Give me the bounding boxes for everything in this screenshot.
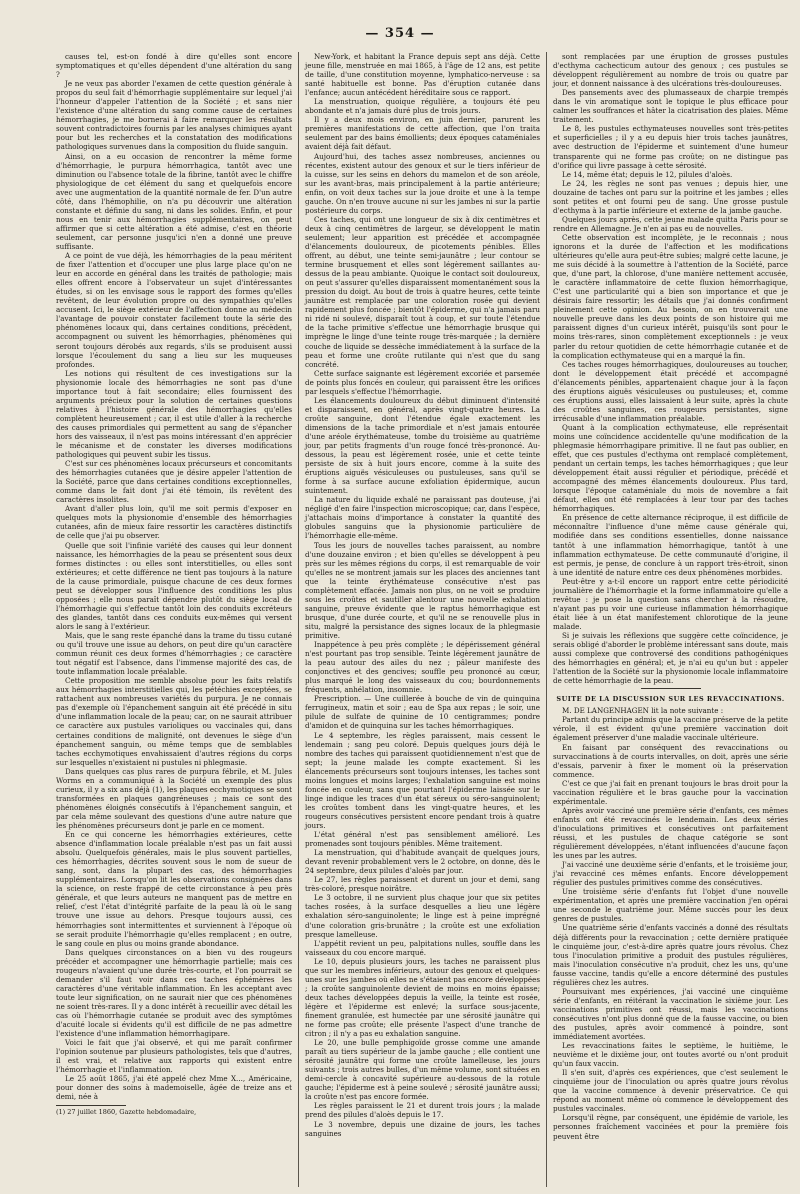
paragraph: Il s'en suit, d'après ces expériences, que c'est seulement le cinquième jour de l'inoculation ou après quatre jours révolus que la vaccine commence à devenir préservatrice. Ce qui répond au moment même où commence le développement des pustules vaccinales. <box>553 1068 788 1114</box>
paragraph: Partant du principe admis que la vaccine préserve de la petite vérole, il est évident qu'une première vaccination doit également préserver d'une maladie vaccinale ultérieure. <box>553 715 788 743</box>
paragraph: Le 3 octobre, il ne survient plus chaque jour que six petites taches rosées, à la surface desquelles a lieu une légère exhalation séro-sanguinolente; le linge est à peine imprégné d'une coloration gris-brunâtre ; la croûte est une exfoliation presque lamelleuse. <box>305 893 540 939</box>
paragraph: Le 24, les règles ne sont pas venues ; depuis hier, une douzaine de taches ont paru sur la poitrine et les jambes ; elles sont petites et ont fourni peu de sang. Une grosse pustule d'ecthyma à la partie inférieure et externe de la jambe gauche. <box>553 178 788 215</box>
column-right <box>546 52 794 1187</box>
paragraph: Peut-être y a-t-il encore un rapport entre cette périodicité journalière de l'hémorrhagie et la forme inflammatoire qu'elle a revêtue : je pose la question sans chercher à la résoudre, n'ayant pas pu voir une curieuse inflammation hémorrhagique était liée à un état manifestement chlorotique de la jeune malade. <box>553 576 788 631</box>
section-title: SUITE DE LA DISCUSSION SUR LES REVACCINATIONS. <box>556 695 785 704</box>
paragraph: L'appétit revient un peu, palpitations nulles, souffle dans les vaisseaux du cou encore marqué. <box>305 938 540 957</box>
paragraph: Mais, que le sang reste épanché dans la trame du tissu cutané ou qu'il trouve une issue au dehors, on peut dire qu'un caractère commun réunit ces deux formes d'hémorrhagies ; ce caractère tout négatif est l'absence, dans l'immense majorité des cas, de toute inflammation locale préalable. <box>56 631 292 677</box>
paragraph: Quelques jours après, cette jeune malade quitta Paris pour se rendre en Allemagne. Je n'en ai pas eu de nouvelles. <box>553 214 788 233</box>
paragraph: Je ne veux pas aborder l'examen de cette question générale à propos du seul fait d'hémorrhagie supplémentaire sur lequel j'ai l'honneur d'appeler l'attention de la Société ; et sans nier l'existence d'une altération du sang comme cause de certaines hémorrhagies, je me bornerai à faire remarquer les résultats souvent contradictoires fournis par les analyses chimiques ayant pour but les recherches et la constatation des modifications pathologiques survenues dans la composition du fluide sanguin. <box>56 79 292 152</box>
paragraph: Dans quelques cas plus rares de purpura fébrile, et M. Jules Worms en a communiqué à la Société un exemple des plus curieux, il y a six ans déjà (1), les plaques ecchymotiques se sont transformées en plaques gangréneuses ; mais ce sont des phénomènes éloignés consécutifs à l'épanchement sanguin, et par cela même soulevant des questions d'une autre nature que les phénomènes précurseurs dont je parle en ce moment. <box>56 766 292 830</box>
paragraph: Quelle que soit l'infinie variété des causes qui leur donnent naissance, les hémorrhagies de la peau se présentent sous deux formes distinctes : ou elles sont interstitielles, ou elles sont extérieures; et cette différence ne tient pas toujours à la nature de la cause primordiale, puisque chacune de ces deux formes peut se développer sous l'influence des conditions les plus opposées ; elle nous paraît dépendre plutôt du siège local de l'hémorrhagie qui s'effectue tantôt loin des conduits excréteurs des glandes, tantôt dans ces conduits eux-mêmes qui versent alors le sang à l'extérieur. <box>56 540 292 631</box>
paragraph: Les règles paraissent le 21 et durent trois jours ; la malade prend des pilules d'aloès depuis le 17. <box>305 1101 540 1120</box>
paragraph: Il y a deux mois environ, en juin dernier, parurent les premières manifestations de cette affection, que l'on traita seulement par des bains émollients; deux époques cataméniales avaient déjà fait défaut. <box>305 115 540 152</box>
section-divider <box>641 688 701 689</box>
paragraph: Après avoir vacciné une première série d'enfants, ces mêmes enfants ont été revaccinés le lendemain. Les deux séries d'inoculations primitives et consécutives ont parfaitement réussi, et les pustules de chaque catégorie se sont régulièrement développées, n'étant influencées d'aucune façon les unes par les autres. <box>553 805 788 861</box>
paragraph: Les élancements douloureux du début diminuent d'intensité et disparaissent, en général, après vingt-quatre heures. La croûte sanguine, dont l'étendue égale exactement les dimensions de la tache primordiale et n'est jamais entourée d'une aréole érythémateuse, tombe du troisième au quatrième jour, par petits fragments d'un rouge foncé très-prononcé. Au-dessous, la peau est légèrement rosée, unie et cette teinte persiste de six à huit jours encore, comme à la suite des éruptions aiguës vésiculeuses ou pustuleuses, sans qu'il se forme à sa surface aucune exfoliation épidermique, aucun suintement. <box>305 395 540 496</box>
paragraph: Cette proposition me semble absolue pour les faits relatifs aux hémorrhagies interstitielles qui, les pétéchies exceptées, se rattachent aux nombreuses variétés du purpura. Je ne connais pas d'exemple où l'épanchement sanguin ait été précédé in situ d'une inflammation locale de la peau; car, on ne saurait attribuer ce caractère aux pustules varioliques ou vaccinales qui, dans certaines conditions de malignité, ont devenues le siège d'un épanchement sanguin, ou même temps que de semblables taches ecchymotiques envahissaient d'autres régions du corps sur lesquelles n'existaient ni pustules ni phlegmasie. <box>56 676 292 767</box>
paragraph: Des pansements avec des plumasseaux de charpie trempés dans le vin aromatique sont le topique le plus efficace pour calmer les souffrances et hâter la cicatrisation des plaies. Même traitement. <box>553 88 788 125</box>
paragraph: sont remplacées par une éruption de grosses pustules d'ecthyma cachecticum autour des genoux ; ces pustules se développent régulièrement au nombre de trois ou quatre par jour, et donnent naissance à des ulcérations très-douloureuses. <box>553 52 788 89</box>
paragraph: L'état général n'est pas sensiblement amélioré. Les promenades sont toujours pénibles. Même traitement. <box>305 830 540 849</box>
paragraph: En présence de cette alternance réciproque, il est difficile de méconnaître l'influence d'une même cause générale qui, modifiée dans ses conditions essentielles, donne naissance tantôt à une inflammation hémorrhagique, tantôt à une inflammation ecthymateuse. De cette communauté d'origine, il est permis, je pense, de conclure à un rapport très-étroit, sinon à une identité de nature entre ces deux phénomènes morbides. <box>553 513 788 577</box>
paragraph: Ainsi, on a eu occasion de rencontrer la même forme d'hémorrhagie, le purpura hémorrhagica, tantôt avec une diminution ou l'absence totale de la fibrine, tantôt avec le chiffre physiologique de cet élément du sang et quelquefois encore avec une augmentation de la quantité normale de fer. D'un autre côté, dans l'hémophilie, on n'a pu découvrir une altération constante et définie du sang, ni dans les solides. Enfin, et pour nous en tenir aux hémorrhagies supplémentaires, on peut affirmer que si cette altération a été admise, c'est en théorie seulement, car personne jusqu'ici n'en a donné une preuve suffisante. <box>56 151 292 251</box>
paragraph: Ces taches, qui ont une longueur de six à dix centimètres et deux à cinq centimètres de largeur, se développent le matin seulement; leur apparition est précédée et accompagnée d'élancements douloureux, de picotements pénibles. Elles offrent, au début, une teinte semi-jaunâtre ; leur contour se termine brusquement et elles sont légèrement saillantes au-dessus de la peau ambiante. Quoique le contact soit douloureux, on peut s'assurer qu'elles disparaissent momentanément sous la pression du doigt. Au bout de trois à quatre heures, cette teinte jaunâtre est remplacée par une coloration rosée qui devient rapidement plus foncée ; bientôt l'épiderme, qui n'a jamais paru ni ridé ni soulevé, disparaît tout à coup, et sur toute l'étendue de la tache primitive s'effectue une hémorrhagie brusque qui imprègne le linge d'une teinte rouge très-marquée ; la dernière couche de liquide se dessèche immédiatement à la surface de la peau et forme une croûte rutilante qui n'est que du sang concrété. <box>305 214 540 369</box>
paragraph: La menstruation, qui d'habitude avançait de quelques jours, devant revenir probablement vers le 2 octobre, on donne, dès le 24 septembre, deux pilules d'aloès par jour. <box>305 848 540 876</box>
paragraph: Lorsqu'il règne, par conséquent, une épidémie de variole, les personnes fraîchement vaccinées et pour la première fois peuvent être <box>553 1113 788 1141</box>
text-columns <box>50 52 794 1187</box>
paragraph: Poursuivant mes expériences, j'ai vacciné une cinquième série d'enfants, en réitérant la vaccination le sixième jour. Les vaccinations primitives ont réussi, mais les vaccinations consécutives n'ont plus donné que de la fausse vaccine, ou bien des pustules, après avoir commencé à poindre, sont immédiatement avortées. <box>553 986 788 1042</box>
paragraph: Le 10, depuis plusieurs jours, les taches ne paraissent plus que sur les membres inférieurs, autour des genoux et quelques-unes sur les jambes où elles ne s'étaient pas encore développées ; la croûte sanguinolente devient de moins en moins épaisse; deux taches développées depuis la veille, la teinte est rosée, légère et l'épiderme est enlevé; la surface sous-jacente, finement granulée, est humectée par une sérosité jaunâtre qui ne forme pas croûte; elle présente l'aspect d'une tranche de citron ; il n'y a pas eu exhalation sanguine. <box>305 956 540 1039</box>
paragraph: Cette observation est incomplète, je le reconnais ; nous ignorons et la durée de l'affection et les modifications ultérieures qu'elle aura peut-être subies; malgré cette lacune, je me suis décidé à la soumettre à l'attention de la Société, parce que, d'une part, la chlorose, d'une manière nettement accusée, le caractère inflammatoire de cette fluxion hémorrhagique, C'est une particularité qui a bien son importance et que je désirais faire ressortir; les détails que j'ai donnés confirment pleinement cette opinion. Au besoin, on en trouverait une nouvelle preuve dans les deux points de son histoire qui me paraissent dignes d'un curieux intérêt, puisqu'ils sont pour le moins très-rares, sinon complètement exceptionnels : je veux parler du retour quotidien de cette hémorrhagie cutanée et de la complication ecthymateuse qui en a marqué la fin. <box>553 232 788 360</box>
paragraph: Si je suivais les réflexions que suggère cette coïncidence, je serais obligé d'aborder le problème intéressant sans doute, mais aussi complexe que controversé des conditions pathogéniques des hémorrhagies en général; et, je n'ai eu qu'un but : appeler l'attention de la Société sur la physionomie locale inflammatoire de cette hémorrhagie de la peau. <box>553 631 788 686</box>
paragraph: Voici le fait que j'ai observé, et qui me paraît confirmer l'opinion soutenue par plusieurs pathologistes, tels que d'autres, il est vrai, et relative aux rapports qui existent entre l'hémorrhagie et l'inflammation. <box>56 1038 292 1075</box>
paragraph: Inappétence à peu près complète ; le dépérissement général n'est pourtant pas trop sensible. Teinte légèrement jaunâtre de la peau autour des ailes du nez ; pâleur manifeste des conjonctives et des gencives; souffle peu prononcé au cœur, plus marqué le long des vaisseaux du cou; bourdonnements fréquents, anhélation, insomnie. <box>305 640 540 695</box>
column-middle <box>298 52 546 1187</box>
paragraph: Tous les jours de nouvelles taches paraissent, au nombre d'une douzaine environ ; et bien qu'elles se développent à peu près sur les mêmes régions du corps, il est remarquable de voir qu'elles ne se montrent jamais sur les places des anciennes tant que la teinte érythémateuse consécutive n'est pas complètement effacée. Jamais non plus, on ne voit se produire sous les croûtes et sautiller alentour une nouvelle exhalation sanguine, preuve évidente que le raptus hémorrhagique est brusque, d'une durée courte, et qu'il ne se renouvelle plus in situ, malgré la persistance des signes locaux de la phlegmasie primitive. <box>305 540 540 640</box>
paragraph: Dans quelques circonstances on a bien vu des rougeurs précéder et accompagner une hémorrhagie partielle; mais ces rougeurs n'avaient qu'une durée très-courte, et l'on pourrait se demander s'il faut voir dans ces taches éphémères les caractères d'une véritable inflammation. En les acceptant avec toute leur signification, on ne saurait nier que ces phénomènes ne soient très-rares. Il y a donc intérêt à recueillir avec détail les cas où l'hémorrhagie cutanée se produit avec des symptômes d'acuité locale si évidents qu'il est difficile de ne pas admettre l'existence d'une inflammation hémorrhagipare. <box>56 947 292 1039</box>
paragraph: Quant à la complication ecthymateuse, elle représentait moins une coïncidence accidentelle qu'une modification de la phlegmasie hémorrhagipare primitive. Il ne faut pas oublier, en effet, que ces pustules d'ecthyma ont remplacé complètement, pendant un certain temps, les taches hémorrhagiques ; que leur développement était aussi régulier et périodique, précédé et accompagné des mêmes élancements douloureux. Plus tard, lorsque l'époque cataméniale du mois de novembre a fait défaut, elles ont été remplacées à leur tour par des taches hémorrhagiques. <box>553 422 788 514</box>
paragraph: (1) 27 juillet 1860, Gazette hebdomadaire, <box>56 1108 197 1117</box>
column-left <box>50 52 298 1187</box>
page-number: — 354 — <box>365 26 435 41</box>
paragraph: causes tel, est-on fondé à dire qu'elles sont encore symptomatiques et qu'elles dépendent d'une altération du sang ? <box>56 52 292 80</box>
paragraph: Le 14, même état; depuis le 12, pilules d'aloès. <box>562 169 733 179</box>
paragraph: Les revaccinations faites le septième, le huitième, le neuvième et le dixième jour, ont toutes avorté ou n'ont produit qu'un faux vaccin. <box>553 1041 788 1069</box>
paragraph: Une troisième série d'enfants fut l'objet d'une nouvelle expérimentation, et après une première vaccination j'en opérai une seconde le quatrième jour. Même succès pour les deux genres de pustules. <box>553 887 788 924</box>
paragraph: En faisant par conséquent des revaccinations ou survaccinations à de courts intervalles, on doit, après une série d'essais, parvenir à fixer le moment où la préservation commence. <box>553 742 788 779</box>
paragraph: Une quatrième série d'enfants vaccinés a donné des résultats déjà différents pour la revaccination ; cette dernière pratiquée le cinquième jour, c'est-à-dire après quatre jours révolus. Chez tous l'inoculation primitive a produit des pustules régulières, mais l'inoculation consécutive n'a produit, chez les uns, qu'une fausse vaccine, tandis qu'elle a encore déterminé des pustules régulières chez les autres. <box>553 923 788 987</box>
paragraph: C'est ce que j'ai fait en prenant toujours le bras droit pour la vaccination régulière et le bras gauche pour la vaccination expérimentale. <box>553 778 788 806</box>
paragraph: New-York, et habitant la France depuis sept ans déjà. Cette jeune fille, menstruée en mai 1865, à l'âge de 12 ans, est petite de taille, d'une constitution moyenne, lymphatico-nerveuse : sa santé habituelle est bonne. Pas d'éruption cutanée dans l'enfance; aucun antécédent héréditaire sous ce rapport. <box>305 52 540 98</box>
paragraph: Ces taches rouges hémorrhagiques, douloureuses au toucher, dont le développement était précédé et accompagné d'élancements pénibles, appartenaient chaque jour à la façon des éruptions aiguës vésiculeuses ou pustuleuses; et, comme ces éruptions aussi, elles laissaient à leur suite, après la chute des croûtes sanguines, ces rougeurs persistantes, signe irrécusable d'une inflammation préalable. <box>553 359 788 423</box>
paragraph: Cette surface saignante est légèrement excoriée et parsemée de points plus foncés en couleur, qui paraissent être les orifices par lesquels s'effectue l'hémorrhagie. <box>305 368 540 396</box>
paragraph: Avant d'aller plus loin, qu'il me soit permis d'exposer en quelques mots la physionomie d'ensemble des hémorrhagies cutanées, afin de mieux faire ressortir les caractères distinctifs de celle que j'ai pu observer. <box>56 504 292 541</box>
footnote-divider <box>56 1105 126 1106</box>
paragraph: Les notions qui résultent de ces investigations sur la physionomie locale des hémorrhagies ne sont pas d'une importance tout à fait secondaire; elles fournissent des arguments précieux pour la solution de certaines questions relatives à l'histoire générale des hémorrhagies qu'elles complètent heureusement ; car, il est utile d'aller à la recherche des causes primordiales qui permettent au sang de s'épancher hors des vaisseaux, il n'est pas moins intéressant d'en apprécier le mécanisme et de constater les diverses modifications pathologiques qui peuvent subir les tissus. <box>56 368 292 460</box>
paragraph: C'est sur ces phénomènes locaux précurseurs et concomitants des hémorrhagies cutanées que je désire appeler l'attention de la Société, parce que dans certaines conditions exceptionnelles, comme dans le fait dont j'ai été témoin, ils revêtent des caractères insolites. <box>56 459 292 505</box>
paragraph: Le 27, les règles paraissent et durent un jour et demi, sang très-coloré, presque noirâtre. <box>305 875 540 894</box>
paragraph: Le 4 septembre, les règles paraissent, mais cessent le lendemain ; sang peu coloré. Depuis quelques jours déjà le nombre des taches qui paraissent quotidiennement n'est que de sept; la jeune malade les compte exactement. Si les élancements précurseurs sont toujours intenses, les taches sont moins longues et moins larges; l'exhalation sanguine est moins foncée en couleur, sans que pourtant l'épiderme laissée sur le linge indique les traces d'un état séreux ou séro-sanguinolent; les croûtes tombent dans les vingt-quatre heures, et les rougeurs consécutives persistent encore pendant trois à quatre jours. <box>305 730 540 830</box>
paragraph: La nature du liquide exhalé ne paraissant pas douteuse, j'ai négligé d'en faire l'inspection microscopique; car, dans l'espèce, j'attachais moins d'importance à constater la quantité des globules sanguins que la physionomie particulière de l'hémorrhagie elle-même. <box>305 495 540 541</box>
paragraph: Le 25 août 1865, j'ai été appelé chez Mme X..., Américaine, pour donner des soins à mademoiselle, âgée de treize ans et demi, née à <box>56 1074 292 1102</box>
paragraph: Prescription. — Une cuillerée à bouche de vin de quinquina ferrugineux, matin et soir ; eau de Spa aux repas ; le soir, une pilule de sulfate de quinine de 10 centigrammes; pondre d'amidon et de quinquina sur les taches hémorrhagiques. <box>305 694 540 731</box>
paragraph: M. DE LANGENHAGEN lit la note suivante : <box>562 706 724 716</box>
paragraph: A ce point de vue déjà, les hémorrhagies de la peau méritent de fixer l'attention et d'occuper une plus large place qu'on ne leur en accorde en général dans les traités de pathologie; mais elles offrent encore à l'observateur un sujet d'intéressantes études, si on les envisage sous le rapport des formes qu'elles revêtent, de leur évolution propre ou des sympathies qu'elles accusent. Ici, le siège extérieur de l'affection donne au médecin l'avantage de pouvoir constater facilement toute la série des phénomènes locaux qui, dans certaines conditions, précèdent, accompagnent ou suivent les hémorrhagies, phénomènes qui seront toujours dérobés aux regards, s'ils se produisent aussi lorsque l'écoulement du sang a lieu sur les muqueuses profondes. <box>56 251 292 369</box>
paragraph: En ce qui concerne les hémorrhagies extérieures, cette absence d'inflammation locale préalable n'est pas un fait aussi absolu. Quelquefois générales, mais le plus souvent partielles, ces hémorrhagies, décrites souvent sous le nom de sueur de sang, sont, dans la plupart des cas, des hémorrhagies supplémentaires. Lorsqu'on lit les observations consignées dans la science, on reste frappé de cette circonstance à peu près générale, et que leurs auteurs ne manquent pas de mettre en relief, c'est l'état d'intégrité parfaite de la peau là où le sang trouve une issue au dehors. Presque toujours aussi, ces hémorrhagies sont intermittentes et surviennent à l'époque où se serait produite l'hémorrhagie qu'elles remplacent ; en outre, le sang coule en plus ou moins grande abondance. <box>56 830 292 948</box>
paragraph: J'ai vacciné une deuxième série d'enfants, et le troisième jour, j'ai revacciné ces mêmes enfants. Encore développement régulier des pustules primitives comme des consécutives. <box>553 860 788 888</box>
paragraph: Le 8, les pustules ecthymateuses nouvelles sont très-petites et superficielles ; il y a eu depuis hier trois taches jaunâtres, avec destruction de l'épiderme et suintement d'une humeur transparente qui ne forme pas croûte; on ne distingue pas d'orifice qui livre passage à cette sérosité. <box>553 124 788 170</box>
paragraph: Le 20, une bulle pemphigoïde grosse comme une amande paraît au tiers supérieur de la jambe gauche ; elle contient une sérosité jaunâtre qui forme une croûte lamelleuse, les jours suivants ; trois autres bulles, d'un même volume, sont situées en demi-cercle à concavité supérieure au-dessous de la rotule gauche; l'épiderme est à peine soulevé ; sérosité jaunâtre aussi; la croûte n'est pas encore formée. <box>305 1038 540 1102</box>
paragraph: La menstruation, quoique régulière, a toujours été peu abondante et n'a jamais duré plus de trois jours. <box>305 97 540 116</box>
paragraph: Le 3 novembre, depuis une dizaine de jours, les taches sanguines <box>305 1119 540 1138</box>
paragraph: Aujourd'hui, des taches assez nombreuses, anciennes ou récentes, existent autour des genoux et sur le tiers inférieur de la cuisse, sur les seins en dehors du mamelon et de son aréole, sur les avant-bras, mais principalement à la partie antérieure; enfin, on voit deux taches sur la joue droite et une à la tempe gauche. On n'en trouve aucune ni sur les jambes ni sur la partie postérieure du corps. <box>305 151 540 215</box>
